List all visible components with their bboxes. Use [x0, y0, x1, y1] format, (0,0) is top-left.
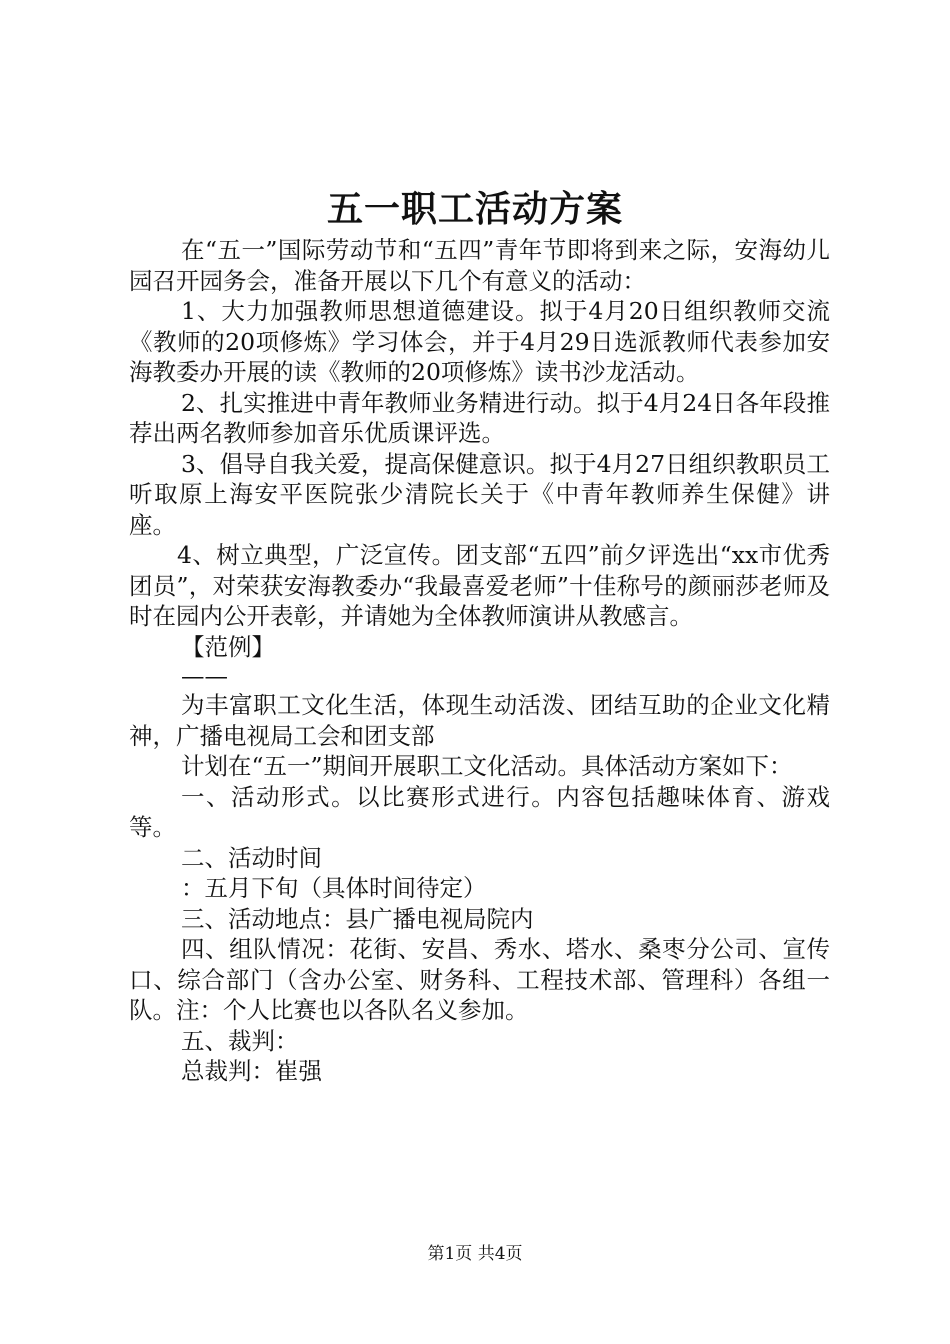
paragraph-item-3: 3、倡导自我关爱，提高保健意识。拟于4月27日组织教职员工听取原上海安平医院张少清院长关于《中青年教师养生保健》讲座。 [129, 449, 830, 539]
paragraph-section-3: 三、活动地点：县广播电视局院内 [181, 904, 534, 933]
example-heading: 【范例】 [181, 632, 275, 661]
paragraph-section-5: 五、裁判： [181, 1026, 299, 1055]
page-footer: 第1页 共4页 [427, 1244, 523, 1264]
document-title: 五一职工活动方案 [326, 188, 623, 230]
paragraph-section-1: 一、活动形式。以比赛形式进行。内容包括趣味体育、游戏等。 [129, 782, 830, 841]
paragraph-plan: 计划在“五一”期间开展职工文化活动。具体活动方案如下： [181, 752, 793, 780]
paragraph-intro: 在“五一”国际劳动节和“五四”青年节即将到来之际，安海幼儿园召开园务会，准备开展以下几个有意义的活动： [129, 236, 830, 295]
dash-separator: —— [181, 662, 228, 690]
paragraph-chief-referee: 总裁判：崔强 [181, 1057, 322, 1085]
paragraph-section-2: 二、活动时间 [181, 843, 322, 872]
paragraph-example-intro: 为丰富职工文化生活，体现生动活泼、团结互助的企业文化精神，广播电视局工会和团支部 [129, 691, 830, 750]
paragraph-item-4: 4、树立典型，广泛宣传。团支部“五四”前夕评选出“xx市优秀团员”，对荣获安海教委办“我最喜爱老师”十佳称号的颜丽莎老师及时在园内公开表彰，并请她为全体教师演讲从教感言。 [129, 541, 830, 630]
paragraph-item-2: 2、扎实推进中青年教师业务精进行动。拟于4月24日各年段推荐出两名教师参加音乐优质课评选。 [129, 388, 830, 447]
paragraph-section-4: 四、组队情况：花街、安昌、秀水、塔水、桑枣分公司、宣传口、综合部门（含办公室、财务科、工程技术部、管理科）各组一队。注：个人比赛也以各队名义参加。 [129, 935, 830, 1024]
document-body [129, 235, 830, 1087]
paragraph-item-1: 1、大力加强教师思想道德建设。拟于4月20日组织教师交流《教师的20项修炼》学习体会，并于4月29日选派教师代表参加安海教委办开展的读《教师的20项修炼》读书沙龙活动。 [129, 297, 830, 386]
paragraph-section-2-time: ：五月下旬（具体时间待定） [181, 874, 487, 902]
